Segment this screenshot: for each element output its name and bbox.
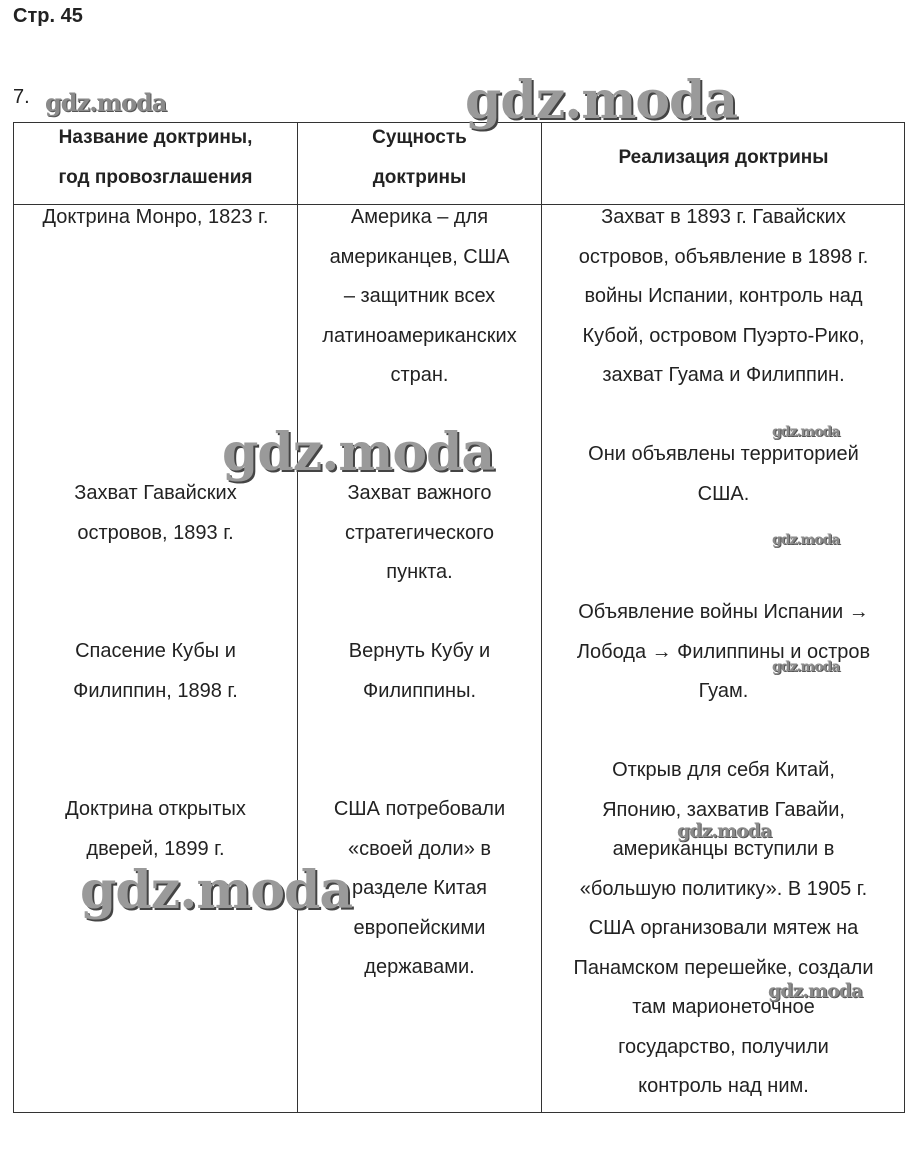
cell-line: контроль над ним. (638, 1075, 809, 1097)
header-cell-implementation (542, 138, 905, 178)
cell-line: Захват важного (347, 482, 492, 504)
cell-line: Филиппины. (362, 679, 477, 702)
cell-line: Доктрина Монро, 1823 г. (42, 206, 269, 228)
doctrine-implementation-cell (542, 751, 905, 1107)
cell-line: Реализация доктрины (618, 147, 829, 168)
watermark: gdz.moda (45, 88, 167, 117)
cell-line: Открыв для себя Китай, (612, 759, 835, 781)
cell-line: Захват в 1893 г. Гавайских (601, 206, 846, 228)
watermark: gdz.moda (772, 532, 840, 548)
cell-line: американцы вступили в (612, 838, 835, 860)
cell-line: Доктрина открытых (65, 798, 246, 820)
doctrine-essence-cell (298, 474, 541, 593)
doctrine-name-cell (14, 790, 297, 869)
cell-line: «своей доли» в (348, 837, 491, 860)
doctrine-name-cell (14, 632, 297, 711)
doctrine-essence-cell (298, 632, 541, 711)
cell-line: Вернуть Кубу и (348, 640, 491, 662)
cell-line: Лобода → Филиппины и остров (576, 640, 871, 663)
cell-line: год провозглашения (58, 167, 253, 188)
cell-line: Кубой, островом Пуэрто-Рико, (582, 324, 865, 347)
cell-line: Спасение Кубы и (75, 640, 236, 662)
cell-line: стран. (390, 364, 449, 386)
cell-line: дверей, 1899 г. (86, 837, 225, 860)
header-cell-essence (298, 118, 541, 198)
cell-line: американцев, США (329, 245, 510, 268)
page-label: Стр. 45 (13, 5, 83, 27)
doctrine-essence-cell (298, 198, 541, 396)
task-number: 7. (13, 86, 30, 108)
cell-line: Гуам. (698, 680, 749, 702)
watermark: gdz.moda (768, 980, 863, 1002)
cell-line: островов, 1893 г. (77, 521, 234, 544)
cell-line: войны Испании, контроль над (584, 285, 863, 307)
cell-line: европейскими (353, 916, 486, 939)
cell-line: США. (697, 482, 750, 505)
cell-line: державами. (364, 956, 475, 978)
doctrine-name-cell (14, 474, 297, 553)
doctrine-name-cell (14, 198, 297, 238)
doctrine-implementation-cell (542, 198, 905, 396)
doctrine-implementation-cell (542, 593, 905, 712)
cell-line: там марионеточное (632, 996, 815, 1018)
cell-line: Объявление войны Испании → (578, 601, 869, 623)
watermark: gdz.moda (80, 860, 353, 921)
doctrine-implementation-cell (542, 435, 905, 514)
watermark: gdz.moda (222, 422, 495, 483)
watermark: gdz.moda (772, 659, 840, 675)
cell-line: Филиппин, 1898 г. (73, 679, 238, 702)
cell-line: Панамском перешейке, создали (573, 956, 874, 979)
cell-line: Они объявлены территорией (588, 443, 859, 465)
header-cell-name (14, 118, 297, 198)
watermark: gdz.moda (677, 820, 772, 842)
cell-line: латиноамериканских (322, 324, 517, 347)
cell-line: государство, получили (618, 1035, 829, 1058)
cell-line: США потребовали (333, 798, 506, 820)
doctrine-essence-cell (298, 790, 541, 988)
cell-line: США организовали мятеж на (588, 917, 859, 939)
watermark: gdz.moda (465, 70, 738, 131)
cell-line: «большую политику». В 1905 г. (579, 877, 868, 900)
cell-line: захват Гуама и Филиппин. (602, 364, 845, 386)
cell-line: Сущность (372, 127, 467, 148)
cell-line: доктрины (372, 167, 467, 188)
cell-line: Захват Гавайских (74, 482, 237, 504)
cell-line: Америка – для (350, 206, 489, 228)
cell-line: – защитник всех (343, 285, 496, 307)
cell-line: Название доктрины, (58, 127, 253, 148)
cell-line: пункта. (386, 561, 453, 583)
cell-line: островов, объявление в 1898 г. (578, 245, 869, 268)
watermark: gdz.moda (772, 424, 840, 440)
cell-line: разделе Китая (352, 877, 487, 899)
cell-line: стратегического (344, 521, 495, 544)
cell-line: Японию, захватив Гавайи, (602, 798, 845, 821)
